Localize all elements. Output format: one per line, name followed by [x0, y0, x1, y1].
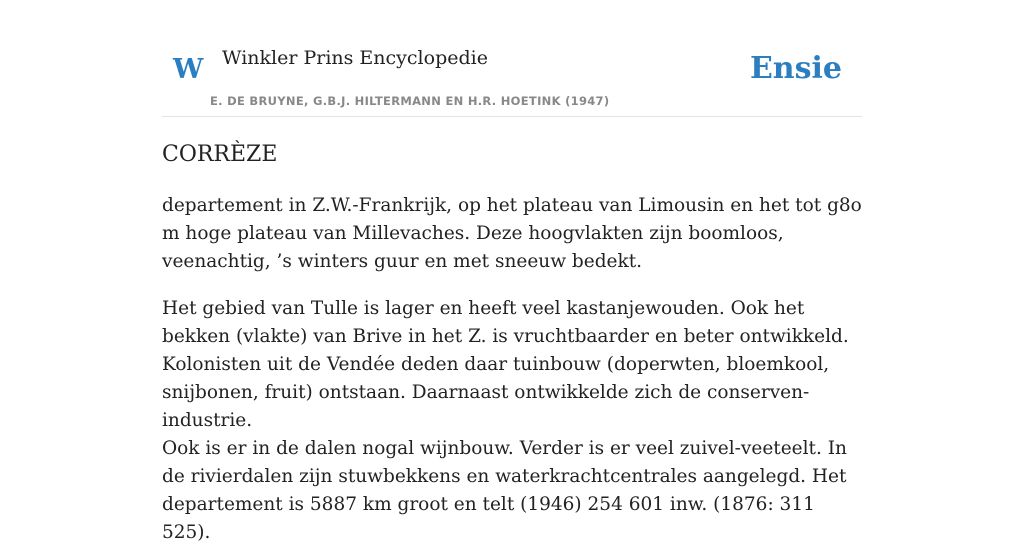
- article-page: [162, 0, 862, 543]
- publication-authors: E. DE BRUYNE, G.B.J. HILTERMANN EN H.R. HOETINK (1947): [210, 94, 610, 108]
- publication-title[interactable]: Winkler Prins Encyclopedie: [222, 47, 488, 69]
- publication-logo[interactable]: W: [173, 54, 204, 85]
- entry-paragraph: departement in Z.W.-Frankrijk, op het plateau van Limousin en het tot g8o m hoge plateau van Millevaches. Deze hoogvlakten zijn boomloos, veenachtig, ’s winters guur en met sneeuw bedekt.: [162, 195, 862, 272]
- entry-title: CORRÈZE: [162, 142, 278, 167]
- site-header: [162, 0, 862, 117]
- entry-paragraph: Ook is er in de dalen nogal wijnbouw. Verder is er veel zuivel-veeteelt. In de rivierdalen zijn stuwbekkens en waterkrachtcentrales aangelegd. Het departement is 5887 km groot en telt (1946) 254 601 inw. (1876: 311 525).: [162, 438, 847, 543]
- entry-paragraph: Het gebied van Tulle is lager en heeft veel kastanjewouden. Ook het bekken (vlakte) van Brive in het Z. is vruchtbaarder en beter ontwikkeld. Kolonisten uit de Vendée deden daar tuinbouw (doperwten, bloemkool, snijbonen, fruit) ontstaan. Daarnaast ontwikkelde zich de conserven-industrie.: [162, 298, 849, 431]
- ensie-brand-link[interactable]: Ensie: [749, 51, 842, 86]
